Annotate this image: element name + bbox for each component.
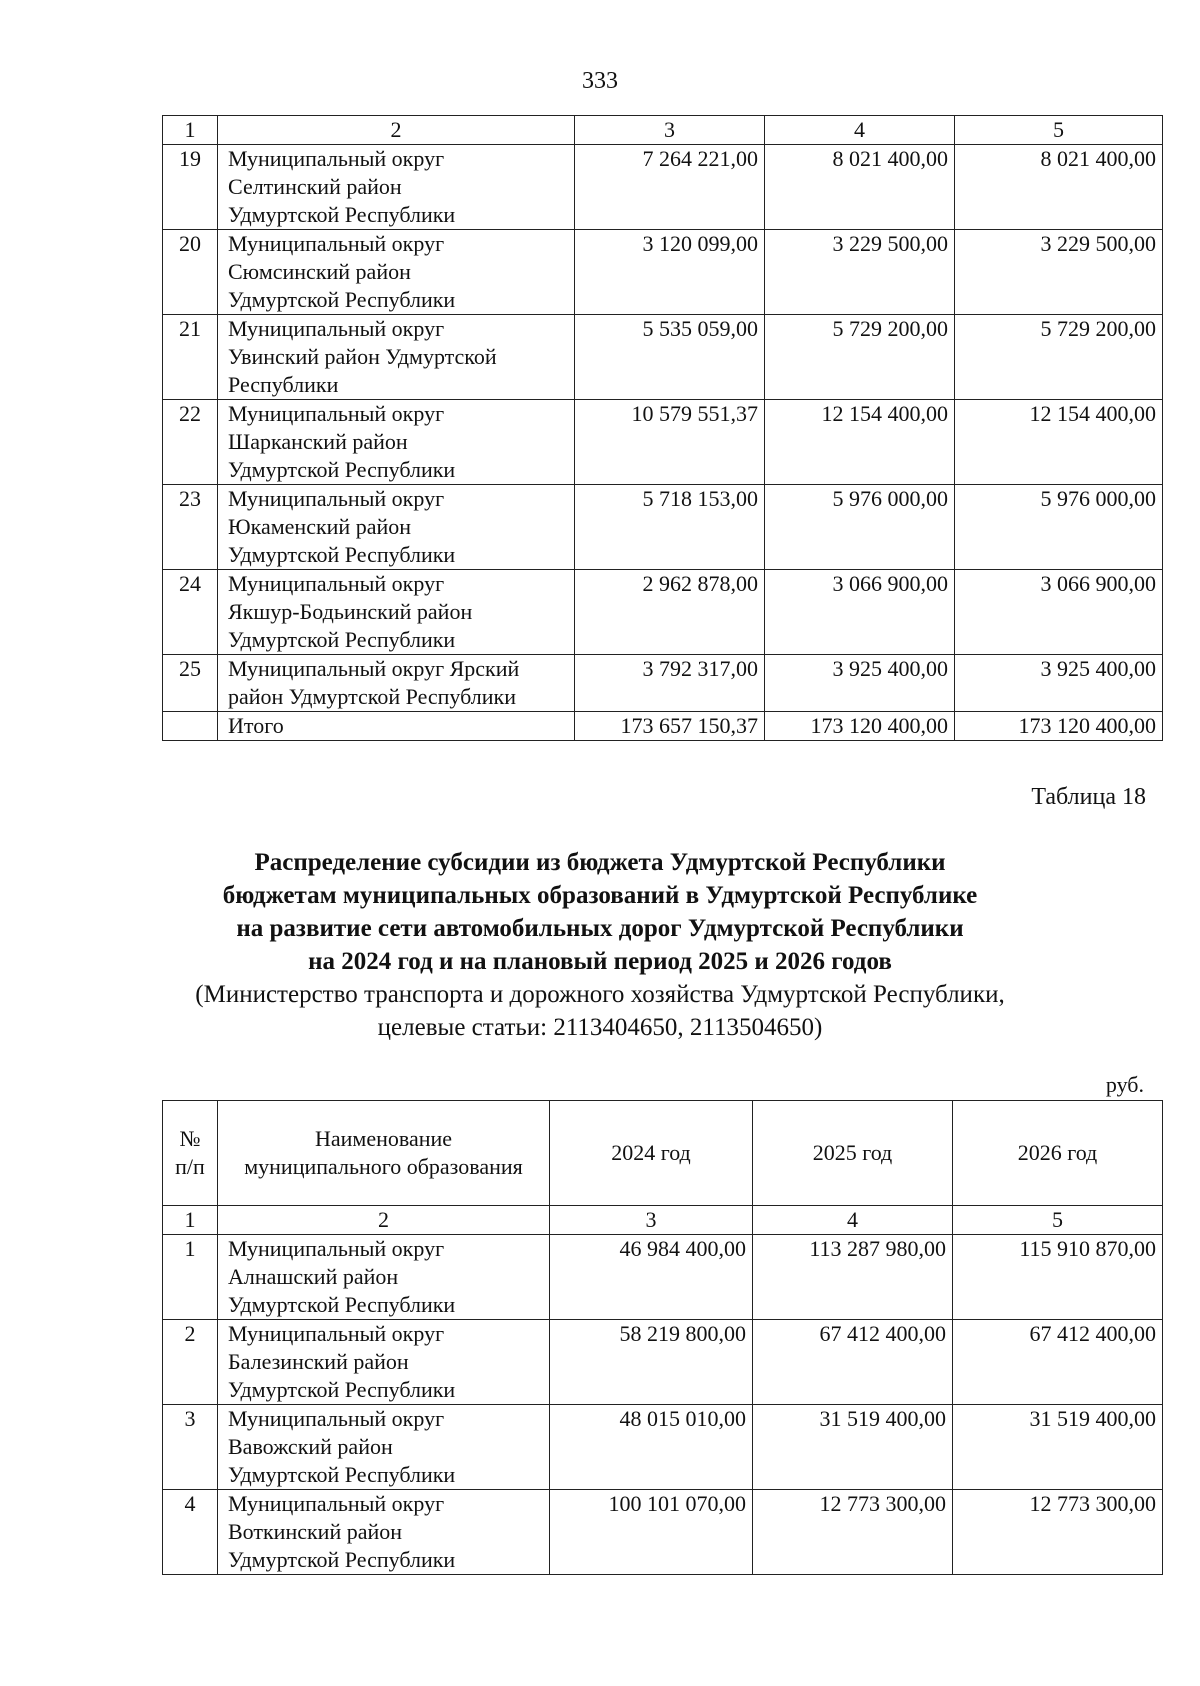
name-line: Удмуртской Республики bbox=[228, 627, 456, 652]
name-line: Муниципальный округ bbox=[228, 316, 445, 341]
value-2024: 46 984 400,00 bbox=[550, 1235, 753, 1320]
name-line: Удмуртской Республики bbox=[228, 202, 456, 227]
name-line: Муниципальный округ bbox=[228, 571, 445, 596]
municipality-name bbox=[218, 485, 575, 570]
value-2026: 3 066 900,00 bbox=[955, 570, 1163, 655]
value-2024: 7 264 221,00 bbox=[575, 145, 765, 230]
value-2024: 100 101 070,00 bbox=[550, 1490, 753, 1575]
municipality-name bbox=[218, 1405, 550, 1490]
column-number-row bbox=[163, 1206, 1163, 1235]
row-number: 25 bbox=[163, 655, 218, 712]
value-2024: 2 962 878,00 bbox=[575, 570, 765, 655]
row-number: 22 bbox=[163, 400, 218, 485]
value-2026: 115 910 870,00 bbox=[953, 1235, 1163, 1320]
header-2026: 2026 год bbox=[953, 1101, 1163, 1206]
title-line: бюджетам муниципальных образований в Удмуртской Республике bbox=[222, 882, 978, 909]
table-row bbox=[163, 315, 1163, 400]
value-2026: 8 021 400,00 bbox=[955, 145, 1163, 230]
table-row bbox=[163, 400, 1163, 485]
subtitle-line: целевые статьи: 2113404650, 2113504650) bbox=[377, 1014, 823, 1041]
table-row bbox=[163, 485, 1163, 570]
name-line: Муниципальный округ bbox=[228, 231, 445, 256]
table-row bbox=[163, 145, 1163, 230]
header-2024: 2024 год bbox=[550, 1101, 753, 1206]
total-2024: 173 657 150,37 bbox=[575, 712, 765, 741]
subsidy-table-continued bbox=[162, 115, 1163, 741]
table-label: Таблица 18 bbox=[1031, 784, 1146, 810]
value-2025: 5 729 200,00 bbox=[765, 315, 955, 400]
name-line: Удмуртской Республики bbox=[228, 457, 456, 482]
row-number: 4 bbox=[163, 1490, 218, 1575]
value-2025: 67 412 400,00 bbox=[753, 1320, 953, 1405]
column-number: 4 bbox=[753, 1206, 953, 1235]
row-number: 1 bbox=[163, 1235, 218, 1320]
name-line: Удмуртской Республики bbox=[228, 287, 456, 312]
total-label: Итого bbox=[218, 712, 575, 741]
name-line: Удмуртской Республики bbox=[228, 1462, 456, 1487]
municipality-name bbox=[218, 230, 575, 315]
name-line: Удмуртской Республики bbox=[228, 1377, 456, 1402]
municipality-name bbox=[218, 1320, 550, 1405]
column-number: 5 bbox=[953, 1206, 1163, 1235]
title-line: на 2024 год и на плановый период 2025 и 2026 годов bbox=[308, 948, 892, 975]
value-2024: 3 120 099,00 bbox=[575, 230, 765, 315]
value-2024: 10 579 551,37 bbox=[575, 400, 765, 485]
value-2026: 3 925 400,00 bbox=[955, 655, 1163, 712]
title-line: Распределение субсидии из бюджета Удмуртской Республики bbox=[254, 849, 946, 876]
column-number: 4 bbox=[765, 116, 955, 145]
subsidy-table bbox=[162, 1100, 1163, 1575]
page-number: 333 bbox=[582, 68, 618, 94]
header-row bbox=[163, 1101, 1163, 1206]
name-line: Муниципальный округ bbox=[228, 486, 445, 511]
header-line: № bbox=[179, 1126, 201, 1151]
value-2025: 3 925 400,00 bbox=[765, 655, 955, 712]
total-2025: 173 120 400,00 bbox=[765, 712, 955, 741]
value-2024: 3 792 317,00 bbox=[575, 655, 765, 712]
header-line: Наименование bbox=[314, 1126, 453, 1151]
value-2025: 12 773 300,00 bbox=[753, 1490, 953, 1575]
header-name bbox=[218, 1101, 550, 1206]
row-number: 19 bbox=[163, 145, 218, 230]
municipality-name bbox=[218, 570, 575, 655]
name-line: Удмуртской Республики bbox=[228, 1547, 456, 1572]
name-line: район Удмуртской Республики bbox=[228, 684, 516, 709]
name-line: Удмуртской Республики bbox=[228, 542, 456, 567]
name-line: Муниципальный округ bbox=[228, 146, 445, 171]
table-row bbox=[163, 1235, 1163, 1320]
value-2026: 5 729 200,00 bbox=[955, 315, 1163, 400]
municipality-name bbox=[218, 655, 575, 712]
name-line: Якшур-Бодьинский район bbox=[228, 599, 473, 624]
name-line: Вавожский район bbox=[228, 1434, 393, 1459]
column-number: 2 bbox=[218, 1206, 550, 1235]
municipality-name bbox=[218, 145, 575, 230]
name-line: Муниципальный округ bbox=[228, 1406, 445, 1431]
value-2026: 31 519 400,00 bbox=[953, 1405, 1163, 1490]
name-line: Муниципальный округ bbox=[228, 401, 445, 426]
table-row bbox=[163, 1405, 1163, 1490]
value-2025: 5 976 000,00 bbox=[765, 485, 955, 570]
value-2025: 3 066 900,00 bbox=[765, 570, 955, 655]
name-line: Шарканский район bbox=[228, 429, 408, 454]
value-2025: 12 154 400,00 bbox=[765, 400, 955, 485]
column-number: 1 bbox=[163, 116, 218, 145]
column-number: 3 bbox=[550, 1206, 753, 1235]
total-row bbox=[163, 712, 1163, 741]
row-number: 24 bbox=[163, 570, 218, 655]
row-number: 3 bbox=[163, 1405, 218, 1490]
column-number: 5 bbox=[955, 116, 1163, 145]
value-2024: 58 219 800,00 bbox=[550, 1320, 753, 1405]
name-line: Юкаменский район bbox=[228, 514, 412, 539]
column-number: 1 bbox=[163, 1206, 218, 1235]
name-line: Алнашский район bbox=[228, 1264, 399, 1289]
table-row bbox=[163, 655, 1163, 712]
municipality-name bbox=[218, 1235, 550, 1320]
currency-units: руб. bbox=[1105, 1072, 1144, 1097]
name-line: Удмуртской Республики bbox=[228, 1292, 456, 1317]
column-number: 2 bbox=[218, 116, 575, 145]
name-line: Балезинский район bbox=[228, 1349, 409, 1374]
header-line: п/п bbox=[175, 1154, 205, 1179]
value-2025: 8 021 400,00 bbox=[765, 145, 955, 230]
table-row bbox=[163, 570, 1163, 655]
name-line: Муниципальный округ bbox=[228, 1321, 445, 1346]
name-line: Республики bbox=[228, 372, 339, 397]
table-row bbox=[163, 1490, 1163, 1575]
municipality-name bbox=[218, 400, 575, 485]
value-2024: 48 015 010,00 bbox=[550, 1405, 753, 1490]
value-2024: 5 535 059,00 bbox=[575, 315, 765, 400]
value-2026: 12 773 300,00 bbox=[953, 1490, 1163, 1575]
total-2026: 173 120 400,00 bbox=[955, 712, 1163, 741]
name-line: Муниципальный округ Ярский bbox=[228, 656, 520, 681]
value-2024: 5 718 153,00 bbox=[575, 485, 765, 570]
column-number: 3 bbox=[575, 116, 765, 145]
subtitle-line: (Министерство транспорта и дорожного хозяйства Удмуртской Республики, bbox=[195, 981, 1005, 1008]
value-2026: 3 229 500,00 bbox=[955, 230, 1163, 315]
name-line: Увинский район Удмуртской bbox=[228, 344, 497, 369]
table-row bbox=[163, 1320, 1163, 1405]
row-number bbox=[163, 712, 218, 741]
table-title bbox=[80, 846, 1120, 1044]
value-2026: 12 154 400,00 bbox=[955, 400, 1163, 485]
value-2026: 67 412 400,00 bbox=[953, 1320, 1163, 1405]
title-line: на развитие сети автомобильных дорог Удмуртской Республики bbox=[236, 915, 964, 942]
value-2025: 113 287 980,00 bbox=[753, 1235, 953, 1320]
name-line: Муниципальный округ bbox=[228, 1491, 445, 1516]
column-number-row bbox=[163, 116, 1163, 145]
row-number: 20 bbox=[163, 230, 218, 315]
municipality-name bbox=[218, 315, 575, 400]
name-line: Селтинский район bbox=[228, 174, 402, 199]
table-row bbox=[163, 230, 1163, 315]
row-number: 2 bbox=[163, 1320, 218, 1405]
municipality-name bbox=[218, 1490, 550, 1575]
value-2026: 5 976 000,00 bbox=[955, 485, 1163, 570]
name-line: Сюмсинский район bbox=[228, 259, 411, 284]
row-number: 21 bbox=[163, 315, 218, 400]
header-num bbox=[163, 1101, 218, 1206]
header-line: муниципального образования bbox=[244, 1154, 523, 1179]
name-line: Воткинский район bbox=[228, 1519, 403, 1544]
value-2025: 3 229 500,00 bbox=[765, 230, 955, 315]
header-2025: 2025 год bbox=[753, 1101, 953, 1206]
row-number: 23 bbox=[163, 485, 218, 570]
name-line: Муниципальный округ bbox=[228, 1236, 445, 1261]
value-2025: 31 519 400,00 bbox=[753, 1405, 953, 1490]
